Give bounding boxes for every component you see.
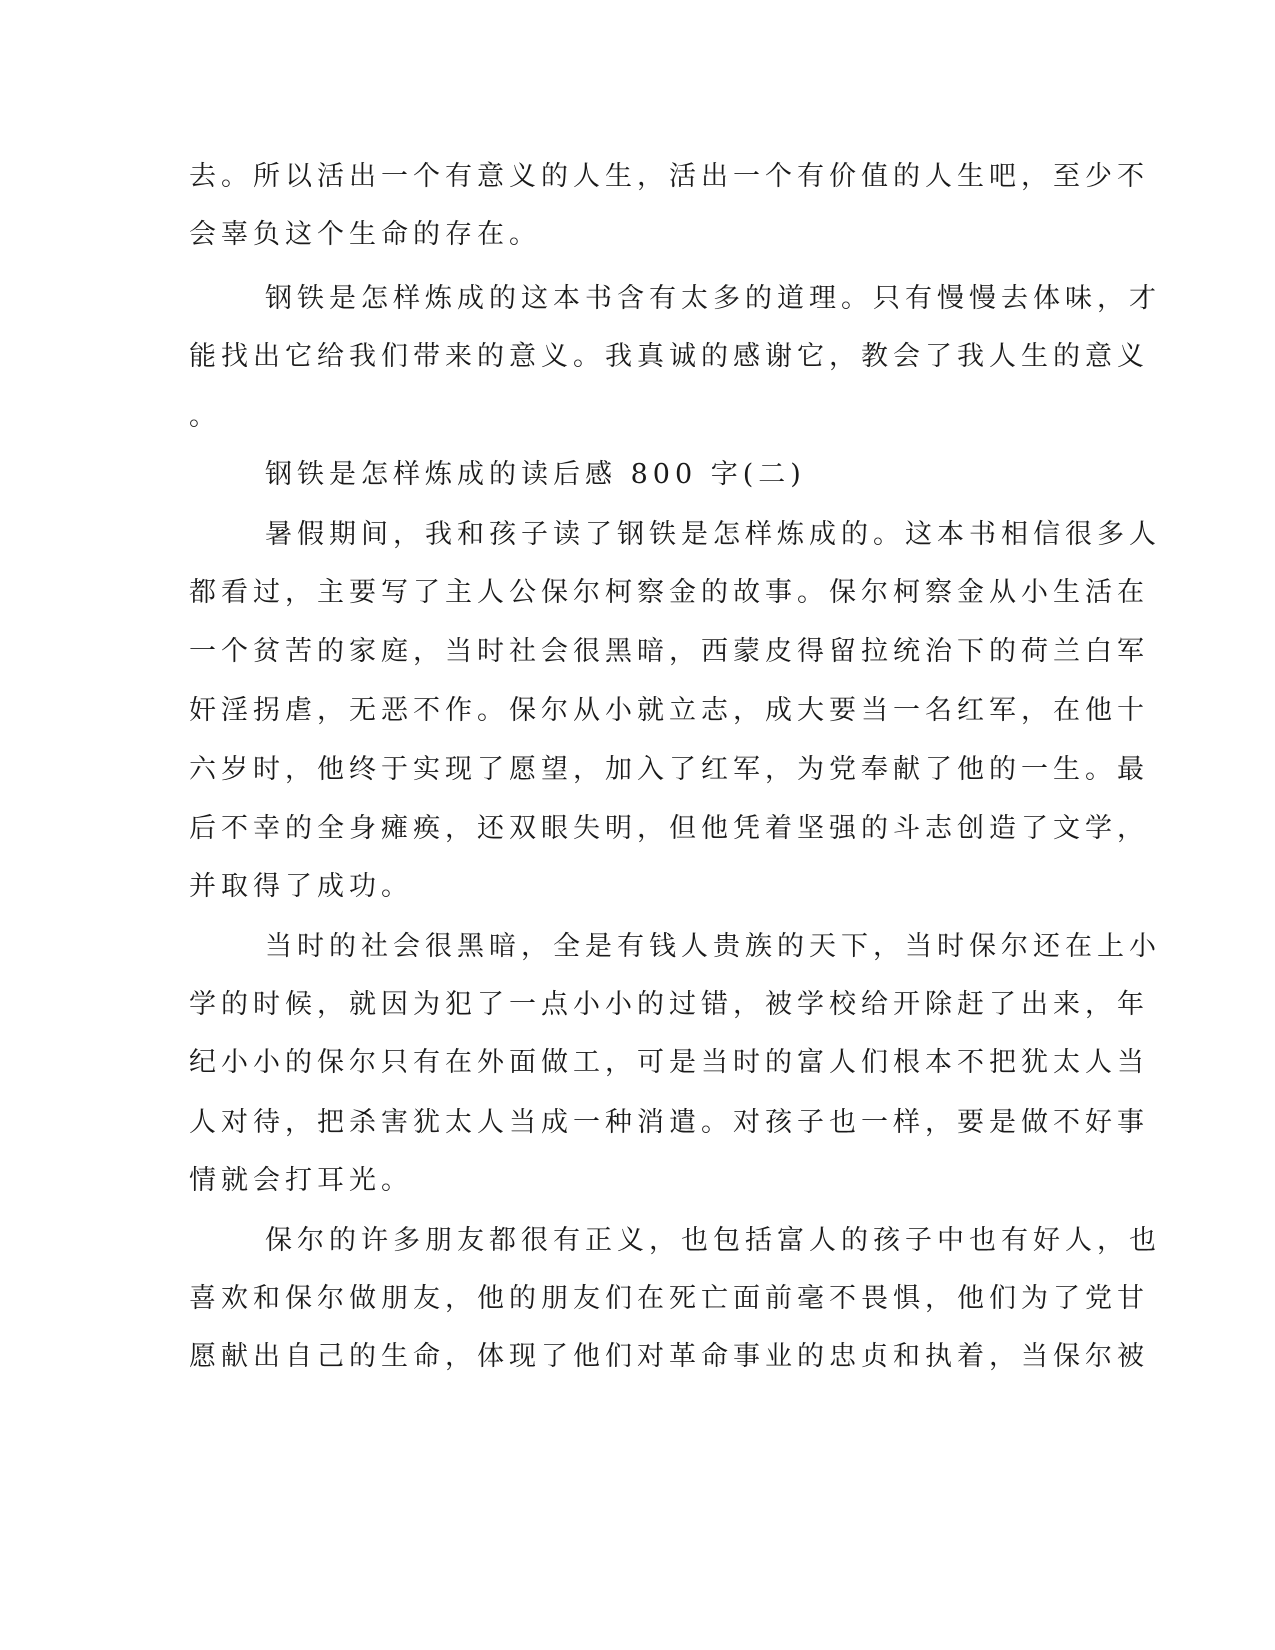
text-line: 人对待，把杀害犹太人当成一种消遣。对孩子也一样，要是做不好事 — [189, 1107, 1149, 1138]
text-line: 。 — [189, 401, 221, 432]
text-line: 奸淫拐虐，无恶不作。保尔从小就立志，成大要当一名红军，在他十 — [189, 695, 1149, 726]
text-line: 当时的社会很黑暗，全是有钱人贵族的天下，当时保尔还在上小 — [265, 931, 1161, 962]
text-line: 学的时候，就因为犯了一点小小的过错，被学校给开除赶了出来，年 — [189, 989, 1149, 1020]
text-line: 情就会打耳光。 — [189, 1165, 413, 1196]
text-line: 暑假期间，我和孩子读了钢铁是怎样炼成的。这本书相信很多人 — [265, 519, 1161, 550]
text-line: 能找出它给我们带来的意义。我真诚的感谢它，教会了我人生的意义 — [189, 341, 1149, 372]
text-line: 会辜负这个生命的存在。 — [189, 219, 541, 250]
text-line: 后不幸的全身瘫痪，还双眼失明，但他凭着坚强的斗志创造了文学， — [189, 813, 1149, 844]
section-heading: 钢铁是怎样炼成的读后感 800 字(二) — [265, 459, 806, 490]
text-line: 喜欢和保尔做朋友，他的朋友们在死亡面前毫不畏惧，他们为了党甘 — [189, 1283, 1149, 1314]
text-line: 钢铁是怎样炼成的这本书含有太多的道理。只有慢慢去体味，才 — [265, 283, 1161, 314]
text-line: 并取得了成功。 — [189, 871, 413, 902]
text-line: 都看过，主要写了主人公保尔柯察金的故事。保尔柯察金从小生活在 — [189, 577, 1149, 608]
text-line: 纪小小的保尔只有在外面做工，可是当时的富人们根本不把犹太人当 — [189, 1047, 1149, 1078]
text-line: 保尔的许多朋友都很有正义，也包括富人的孩子中也有好人，也 — [265, 1225, 1161, 1256]
text-line: 六岁时，他终于实现了愿望，加入了红军，为党奉献了他的一生。最 — [189, 754, 1149, 785]
text-line: 愿献出自己的生命，体现了他们对革命事业的忠贞和执着，当保尔被 — [189, 1341, 1149, 1372]
text-line: 去。所以活出一个有意义的人生，活出一个有价值的人生吧，至少不 — [189, 161, 1149, 192]
text-line: 一个贫苦的家庭，当时社会很黑暗，西蒙皮得留拉统治下的荷兰白军 — [189, 636, 1149, 667]
